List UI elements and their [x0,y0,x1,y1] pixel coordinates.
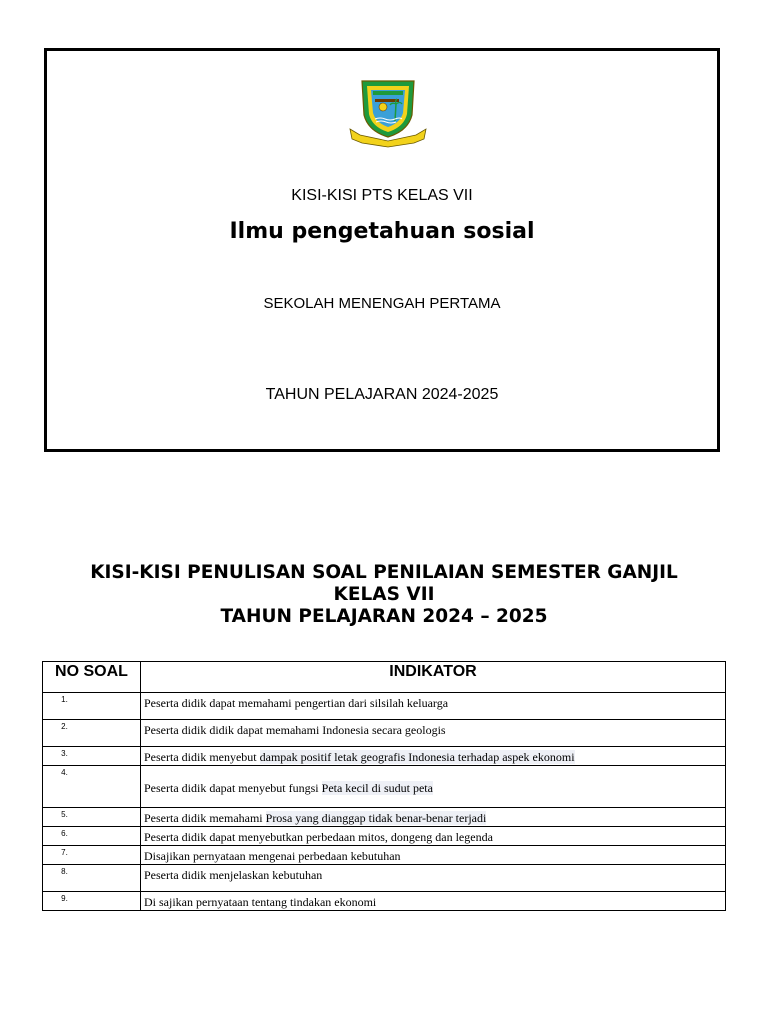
indicator-text: Peserta didik didik dapat memahami Indonesia secara geologis [144,723,446,737]
doc-heading-line2: KELAS VII [333,584,435,605]
cover-subject: Ilmu pengetahuan sosial [229,219,535,244]
row-number: 8. [43,865,141,892]
table-row [43,865,726,892]
row-indicator [141,808,726,827]
row-number: 4. [43,766,141,808]
doc-heading-line1: KISI-KISI PENULISAN SOAL PENILAIAN SEMESTER GANJIL [90,562,678,583]
row-indicator [141,846,726,865]
cover-school-level: SEKOLAH MENENGAH PERTAMA [263,295,501,312]
row-number: 5. [43,808,141,827]
table-row [43,720,726,747]
row-indicator [141,747,726,766]
header-indikator: INDIKATOR [141,662,726,693]
indicator-text: Peserta didik memahami [144,811,266,825]
indicator-highlight: Prosa yang dianggap tidak benar-benar terjadi [265,811,487,825]
indicator-text: Peserta didik dapat memahami pengertian dari silsilah keluarga [144,696,449,710]
table-row [43,808,726,827]
table-row [43,827,726,846]
kota-jambi-logo [348,77,428,149]
table-row [43,846,726,865]
table-row [43,892,726,911]
row-number: 6. [43,827,141,846]
indicator-text: Di sajikan pernyataan tentang tindakan ekonomi [144,895,377,909]
table-row [43,766,726,808]
row-indicator [141,827,726,846]
doc-heading-line3: TAHUN PELAJARAN 2024 – 2025 [220,606,548,627]
table-row [43,747,726,766]
row-indicator [141,892,726,911]
row-number: 7. [43,846,141,865]
cover-title-line: KISI-KISI PTS KELAS VII [291,187,473,204]
row-number: 9. [43,892,141,911]
row-indicator [141,865,726,892]
row-number: 2. [43,720,141,747]
indicator-text: Peserta didik menyebut [144,750,260,764]
row-indicator [141,766,726,808]
header-no-soal: NO SOAL [43,662,141,693]
row-indicator [141,720,726,747]
indicator-table [42,661,726,911]
table-row [43,693,726,720]
indicator-highlight: dampak positif letak geografis Indonesia terhadap aspek ekonomi [259,750,575,764]
cover-box [44,48,720,452]
indicator-text: Peserta didik dapat menyebutkan perbedaan mitos, dongeng dan legenda [144,830,493,844]
indicator-text: Peserta didik menjelaskan kebutuhan [144,868,323,882]
indicator-highlight: Peta kecil di sudut peta [321,781,433,795]
indicator-text: Peserta didik dapat menyebut fungsi [144,781,322,795]
row-number: 1. [43,693,141,720]
row-indicator [141,693,726,720]
row-number: 3. [43,747,141,766]
table-header-row [43,662,726,693]
cover-academic-year: TAHUN PELAJARAN 2024-2025 [265,386,499,403]
indicator-text: Disajikan pernyataan mengenai perbedaan kebutuhan [144,849,401,863]
